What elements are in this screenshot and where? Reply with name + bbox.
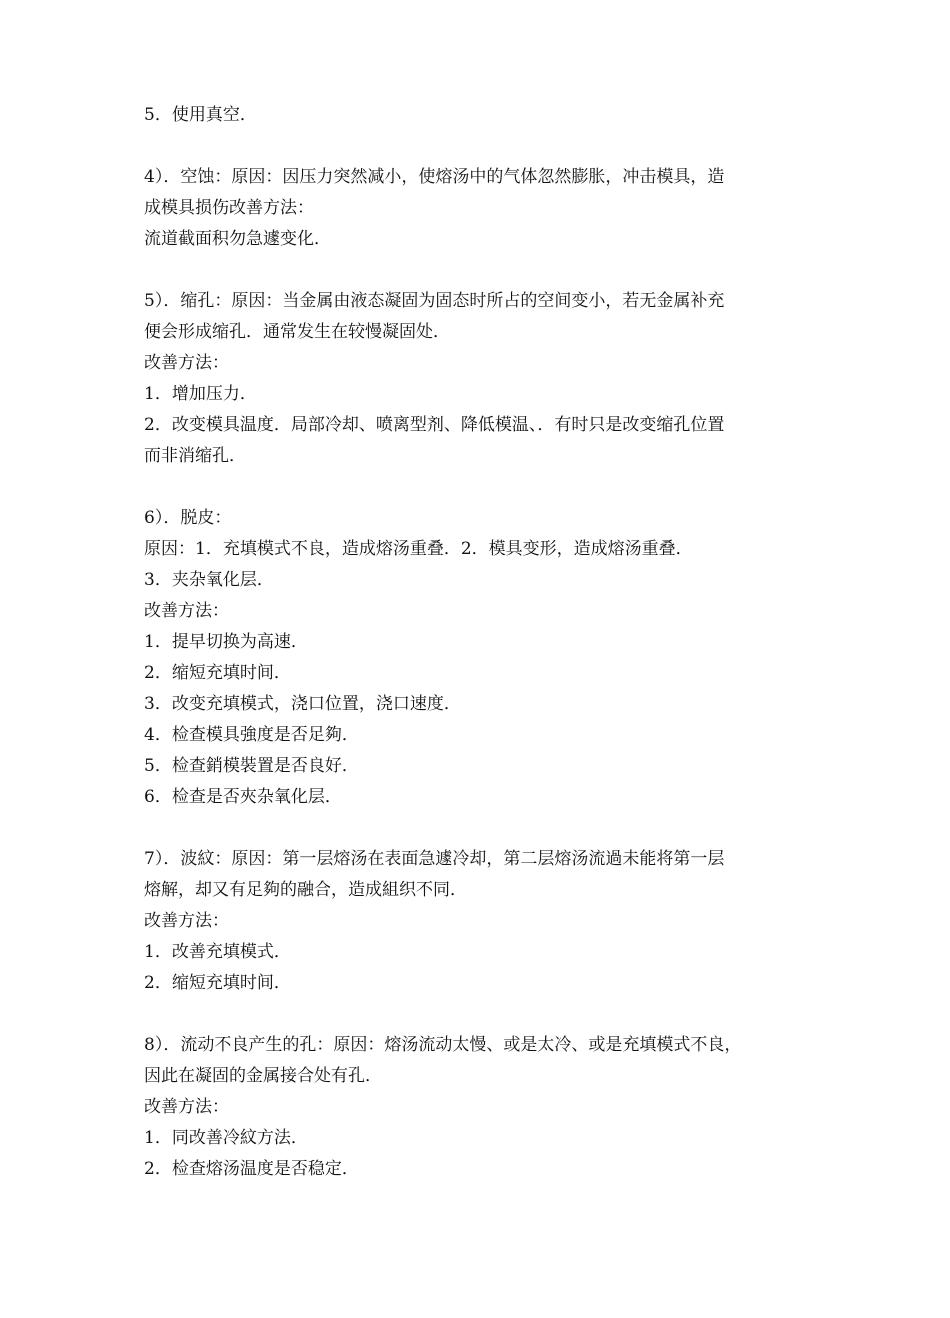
improvement-heading: 改善方法： bbox=[144, 911, 229, 931]
list-item: 1．增加压力． bbox=[144, 384, 257, 404]
section-4-text: 4）．空蚀：原因：因压力突然减小，使熔汤中的气体忽然膨胀，冲击模具，造 bbox=[144, 167, 725, 187]
section-6-cause: 3．夹杂氧化层． bbox=[144, 570, 274, 590]
paragraph-gap bbox=[144, 999, 810, 1030]
list-item: 2．改变模具温度．局部冷却、喷离型剂、降低模温、．有时只是改变缩孔位置 bbox=[144, 415, 725, 435]
section-7-text: 7）．波紋：原因：第一层熔汤在表面急遽冷却，第二层熔汤流過未能将第一层 bbox=[144, 849, 725, 869]
list-item: 4．检查模具強度是否足夠． bbox=[144, 725, 359, 745]
paragraph-gap bbox=[144, 472, 810, 503]
list-item: 2．缩短充填时间． bbox=[144, 973, 291, 993]
section-7-text: 熔解，却又有足夠的融合，造成組织不同． bbox=[144, 880, 467, 900]
section-8-text: 因此在凝固的金属接合处有孔． bbox=[144, 1066, 382, 1086]
improvement-heading: 改善方法： bbox=[144, 353, 229, 373]
list-item: 5．检查銷模裝置是否良好． bbox=[144, 756, 359, 776]
list-item: 6．检查是否夾杂氧化层． bbox=[144, 787, 342, 807]
section-8-text: 8）．流动不良产生的孔：原因：熔汤流动太慢、或是太冷、或是充填模式不良， bbox=[144, 1035, 742, 1055]
improvement-heading: 改善方法： bbox=[144, 1097, 229, 1117]
list-item: 1．改善充填模式． bbox=[144, 942, 291, 962]
improvement-heading: 改善方法： bbox=[144, 601, 229, 621]
list-item: 2．缩短充填时间． bbox=[144, 663, 291, 683]
paragraph-gap bbox=[144, 813, 810, 844]
section-6-title: 6）．脱皮： bbox=[144, 508, 232, 528]
list-item: 2．检查熔汤温度是否稳定． bbox=[144, 1159, 359, 1179]
list-item: 而非消缩孔． bbox=[144, 446, 246, 466]
paragraph-gap bbox=[144, 255, 810, 286]
section-4-text: 流道截面积勿急遽变化． bbox=[144, 229, 331, 249]
paragraph-gap bbox=[144, 131, 810, 162]
document-page bbox=[144, 100, 810, 1185]
list-item: 3．改变充填模式，浇口位置，浇口速度． bbox=[144, 694, 461, 714]
section-6-cause: 原因：1．充填模式不良，造成熔汤重叠．2．模具变形，造成熔汤重叠． bbox=[144, 539, 693, 559]
list-item: 5．使用真空． bbox=[144, 105, 257, 125]
section-5-text: 便会形成缩孔．通常发生在较慢凝固处． bbox=[144, 322, 450, 342]
list-item: 1．同改善冷紋方法． bbox=[144, 1128, 308, 1148]
section-5-text: 5）．缩孔：原因：当金属由液态凝固为固态时所占的空间变小，若无金属补充 bbox=[144, 291, 725, 311]
list-item: 1．提早切换为高速． bbox=[144, 632, 308, 652]
section-4-text: 成模具损伤改善方法： bbox=[144, 198, 314, 218]
